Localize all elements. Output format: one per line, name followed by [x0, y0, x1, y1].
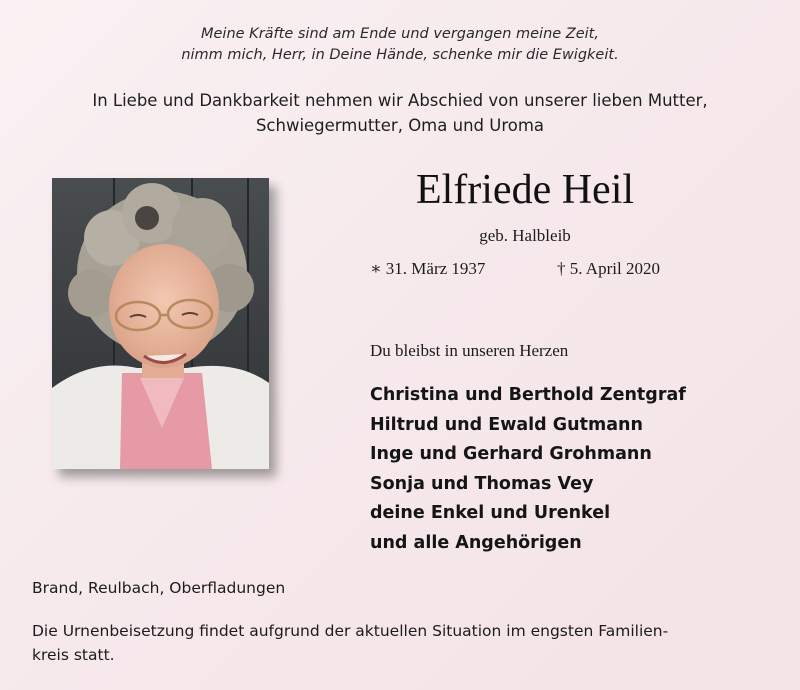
verse-line-2: nimm mich, Herr, in Deine Hände, schenke mir die Ewigkeit. — [181, 47, 619, 63]
verse-line-1: Meine Kräfte sind am Ende und vergangen meine Zeit, — [201, 26, 599, 42]
death-date: † 5. April 2020 — [557, 259, 660, 278]
motto: Du bleibst in unseren Herzen — [370, 341, 569, 360]
mourner-item: deine Enkel und Urenkel — [370, 503, 611, 523]
burial-notice-line-2: kreis statt. — [32, 646, 115, 664]
burial-notice — [32, 619, 777, 667]
burial-notice-line-1: Die Urnenbeisetzung findet aufgrund der aktuellen Situation im engsten Familien- — [32, 622, 669, 640]
mourner-item: Sonja und Thomas Vey — [370, 473, 594, 494]
mourner-item: Hiltrud und Ewald Gutmann — [370, 414, 643, 435]
mourner-item: Inge und Gerhard Grohmann — [370, 444, 652, 464]
portrait-photo — [52, 178, 269, 469]
mourners-list — [370, 381, 686, 558]
intro-line-2: Schwiegermutter, Oma und Uroma — [255, 116, 545, 135]
birth-date: ∗ 31. März 1937 — [370, 259, 486, 278]
mourner-item: Christina und Berthold Zentgraf — [370, 385, 686, 405]
mourner-item: und alle Angehörigen — [370, 532, 582, 553]
places-line: Brand, Reulbach, Oberfladungen — [32, 579, 286, 597]
portrait-illustration — [52, 178, 269, 469]
intro-line-1: In Liebe und Dankbarkeit nehmen wir Abschied von unserer lieben Mutter, — [92, 91, 708, 110]
deceased-name: Elfriede Heil — [415, 167, 635, 213]
maiden-name: geb. Halbleib — [479, 226, 571, 245]
